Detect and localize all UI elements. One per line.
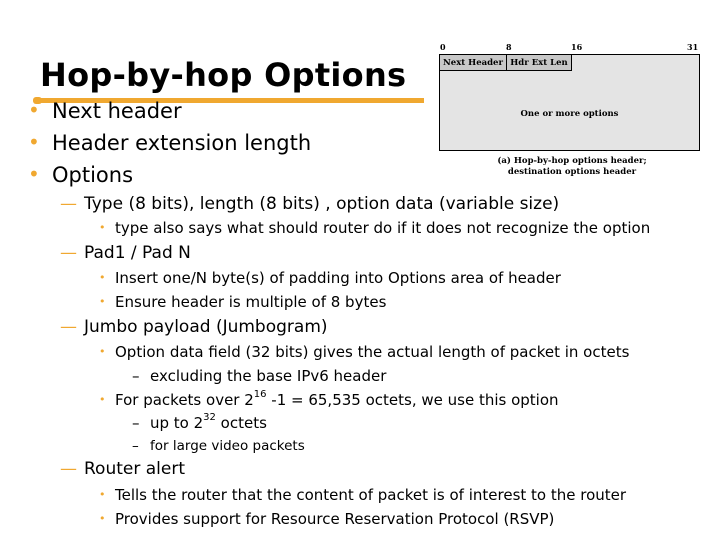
sub-bullet-dot: • <box>99 393 106 406</box>
detail-post: octets <box>215 414 267 432</box>
detail-exponent: 32 <box>203 412 216 423</box>
bit-label-0: 0 <box>440 42 446 52</box>
option-sub-text <box>115 390 559 410</box>
field-options: One or more options <box>520 109 619 119</box>
bit-label-8: 8 <box>506 42 512 52</box>
dash-marker: — <box>60 317 77 337</box>
header-format-diagram <box>437 42 703 192</box>
bullet-dot: • <box>28 162 40 186</box>
jumbo-sub2-exponent: 16 <box>253 389 267 400</box>
field-next-header: Next Header <box>440 55 507 71</box>
option-text: Type (8 bits), length (8 bits) , option data (variable size) <box>84 194 560 214</box>
sub-bullet-dot: • <box>99 271 106 284</box>
option-sub-text: type also says what should router do if it does not recognize the option <box>115 219 651 237</box>
option-sub-text: Provides support for Resource Reservation Protocol (RSVP) <box>115 510 555 528</box>
sub-dash-marker: – <box>132 414 140 432</box>
option-text: Router alert <box>84 459 185 479</box>
option-text: Pad1 / Pad N <box>84 243 191 263</box>
sub-bullet-dot: • <box>99 512 106 525</box>
sub-dash-marker: – <box>132 367 140 385</box>
slide-title: Hop-by-hop Options <box>40 56 407 94</box>
dash-marker: — <box>60 243 77 263</box>
caption-line-1: (a) Hop-by-hop options header; <box>497 156 647 166</box>
option-detail-text: excluding the base IPv6 header <box>150 367 387 385</box>
bit-label-31: 31 <box>687 42 699 52</box>
header-box <box>439 54 700 151</box>
option-text: Jumbo payload (Jumbogram) <box>84 317 328 337</box>
bullet-dot: • <box>28 130 40 154</box>
bullet-text: Next header <box>52 99 182 123</box>
bullet-dot: • <box>28 98 40 122</box>
dash-marker: — <box>60 194 77 214</box>
sub-bullet-dot: • <box>99 295 106 308</box>
sub-bullet-dot: • <box>99 345 106 358</box>
jumbo-sub2-pre: For packets over 2 <box>115 391 254 409</box>
detail-pre: up to 2 <box>150 414 204 432</box>
option-sub-text: Tells the router that the content of packet is of interest to the router <box>115 486 627 504</box>
caption-line-2: destination options header <box>507 167 637 177</box>
jumbo-sub2-post: -1 = 65,535 octets, we use this option <box>266 391 559 409</box>
diagram-caption <box>477 156 667 178</box>
option-detail-text <box>150 413 267 433</box>
field-hdr-ext-len: Hdr Ext Len <box>507 55 572 71</box>
dash-marker: — <box>60 459 77 479</box>
sub-bullet-dot: • <box>99 488 106 501</box>
option-sub-text: Insert one/N byte(s) of padding into Options area of header <box>115 269 561 287</box>
bullet-text: Options <box>52 163 134 187</box>
bit-label-16: 16 <box>571 42 583 52</box>
option-detail-text: for large video packets <box>150 438 305 454</box>
sub-bullet-dot: • <box>99 221 106 234</box>
option-sub-text: Option data field (32 bits) gives the actual length of packet in octets <box>115 343 630 361</box>
bullet-text: Header extension length <box>52 131 312 155</box>
option-sub-text: Ensure header is multiple of 8 bytes <box>115 293 387 311</box>
sub-dash-marker: – <box>132 438 139 454</box>
